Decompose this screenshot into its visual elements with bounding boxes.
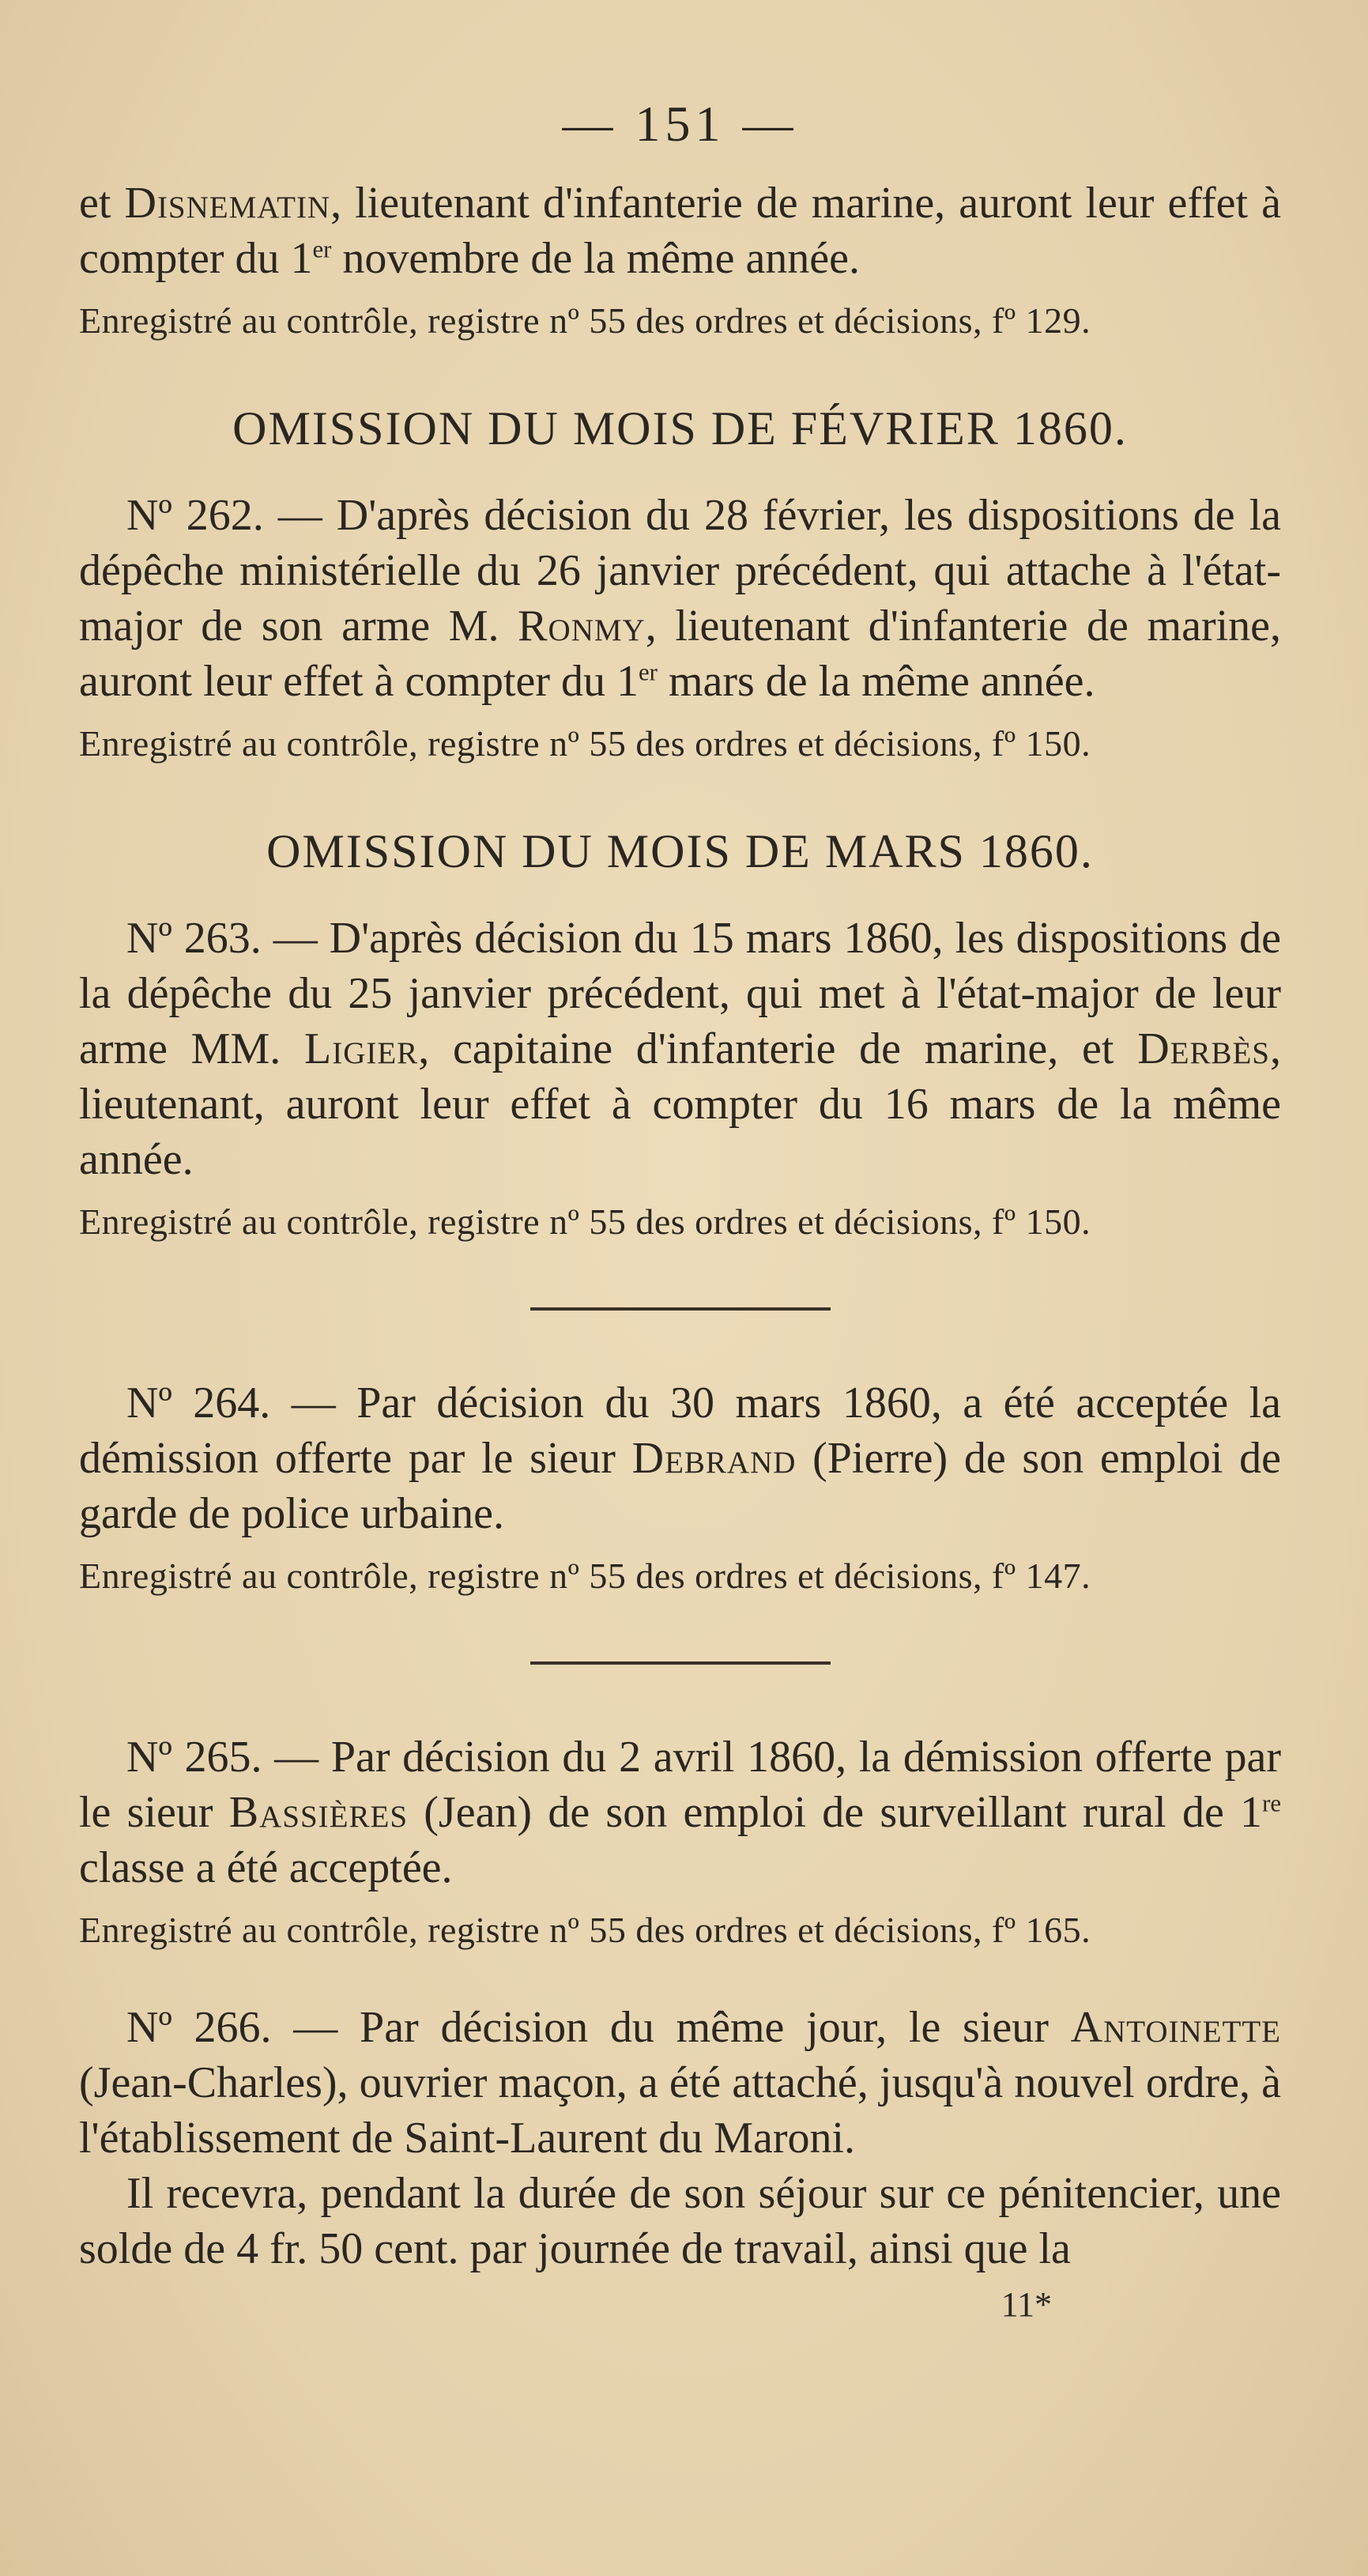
register-note: Enregistré au contrôle, registre nº 55 des ordres et décisions, fº 147. xyxy=(79,1556,1091,1596)
section-heading-march: OMISSION DU MOIS DE MARS 1860. xyxy=(266,825,1094,877)
person-name: Ronmy xyxy=(518,602,646,651)
entry-265 xyxy=(79,1729,1281,1895)
person-name: Disnematin xyxy=(124,179,331,228)
person-name: Antoinette xyxy=(1070,2003,1281,2052)
entry-text: (Jean-Charles), ouvrier maçon, a été attaché, jusqu'à nouvel ordre, à l'établissement de Saint-Laurent du Maroni. xyxy=(79,2058,1281,2163)
entry-266 xyxy=(79,2000,1281,2166)
entry-text: classe a été acceptée. xyxy=(79,1843,453,1892)
entry-264 xyxy=(79,1375,1281,1541)
entry-263 xyxy=(79,911,1281,1187)
continuation-text: , lieutenant d'infanterie de marine, auront leur effet à compter du 1 xyxy=(79,179,1282,283)
entry-text: , lieutenant d'infanterie de marine, auront leur effet à compter du 1 xyxy=(79,602,1282,706)
section-heading-february: OMISSION DU MOIS DE FÉVRIER 1860. xyxy=(232,402,1128,454)
spacer xyxy=(79,1954,1281,2000)
ordinal-sup: er xyxy=(312,236,332,263)
register-note: Enregistré au contrôle, registre nº 55 des ordres et décisions, fº 150. xyxy=(79,1201,1091,1242)
continuation-suffix: novembre de la même année. xyxy=(331,234,861,283)
register-note: Enregistré au contrôle, registre nº 55 des ordres et décisions, fº 150. xyxy=(79,723,1091,764)
entry-text: Nº 264. — Par décision du 30 mars 1860, a été acceptée la démission offerte par le sieur xyxy=(79,1379,1281,1483)
register-note: Enregistré au contrôle, registre nº 55 des ordres et décisions, fº 165. xyxy=(79,1910,1091,1950)
person-name: Ligier xyxy=(304,1024,419,1073)
page-number: — 151 — xyxy=(562,96,798,152)
ordinal-sup: er xyxy=(639,658,658,686)
entry-text: mars de la même année. xyxy=(657,657,1095,706)
person-name: Derbès xyxy=(1137,1024,1270,1073)
ordinal-sup: re xyxy=(1262,1790,1281,1817)
person-name: Bassières xyxy=(228,1788,409,1837)
person-name: Debrand xyxy=(631,1434,797,1483)
entry-266-paragraph-2: Il recevra, pendant la durée de son séjour sur ce pénitencier, une solde de 4 fr. 50 cent. par journée de travail, ainsi que la xyxy=(79,2169,1281,2273)
entry-text: (Pierre) de son emploi de garde de police urbaine. xyxy=(79,1434,1281,1538)
register-note: Enregistré au contrôle, registre nº 55 des ordres et décisions, fº 129. xyxy=(79,300,1091,341)
entry-text: , capitaine d'infanterie de marine, et xyxy=(418,1024,1138,1073)
signature-mark: 11* xyxy=(1001,2285,1052,2324)
entry-text: Nº 262. — D'après décision du 28 février, les dispositions de la dépêche ministérielle du 26 janvier précédent, qui attache à l'état-major de son arme M. xyxy=(79,491,1281,651)
continuation-paragraph xyxy=(79,175,1281,286)
separator-rule xyxy=(530,1307,831,1311)
continuation-prefix: et xyxy=(79,179,111,228)
separator-rule xyxy=(530,1661,831,1665)
entry-text: Nº 265. — Par décision du 2 avril 1860, la démission offerte par le sieur xyxy=(79,1733,1281,1837)
entry-262 xyxy=(79,488,1281,709)
entry-text: (Jean) de son emploi de surveillant rural de 1 xyxy=(408,1788,1263,1837)
entry-text: Nº 266. — Par décision du même jour, le sieur xyxy=(126,2003,1071,2052)
entry-text: , lieutenant, auront leur effet à compter du 16 mars de la même année. xyxy=(79,1024,1281,1184)
entry-text: Nº 263. — D'après décision du 15 mars 1860, les dispositions de la dépêche du 25 janvier précédent, qui met à l'état-major de leur arme MM. xyxy=(79,914,1281,1073)
